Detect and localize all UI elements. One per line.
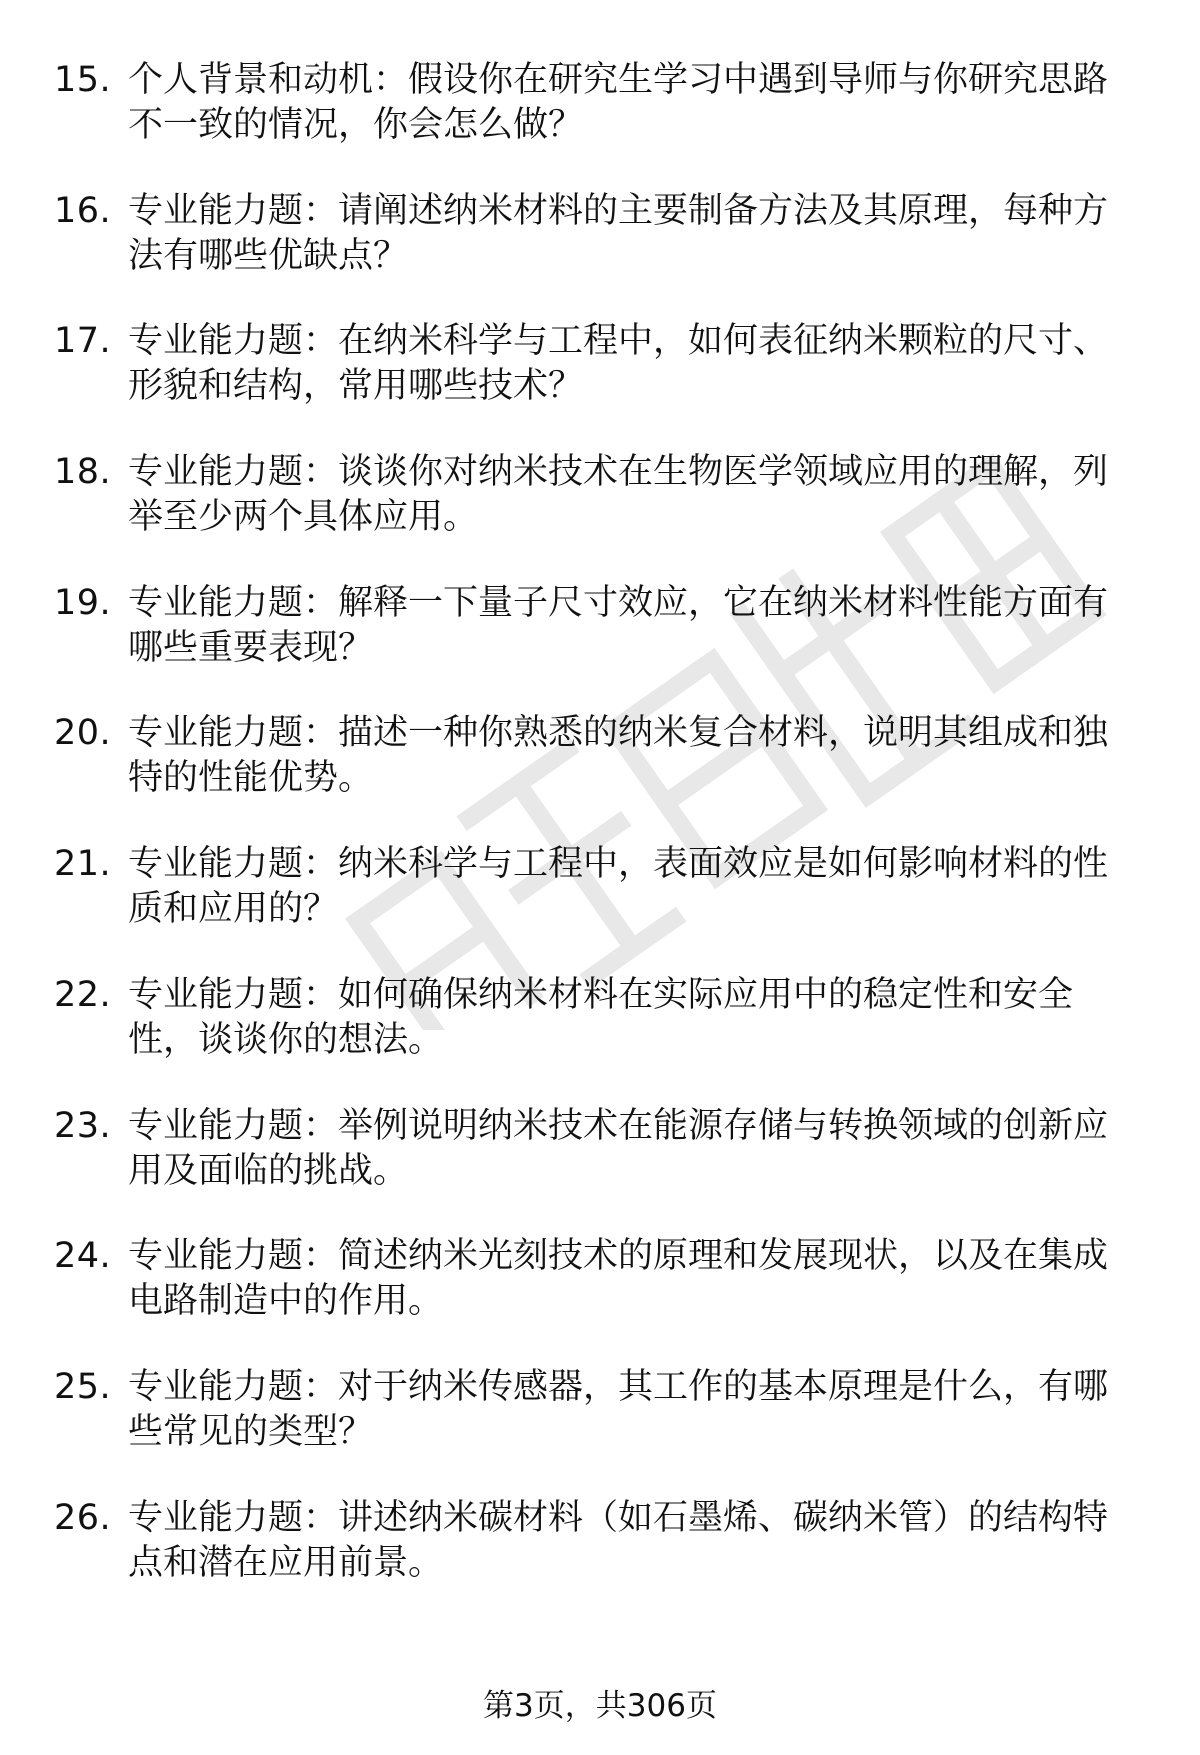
question-item-20 [54, 711, 1154, 842]
question-item-26 [54, 1496, 1154, 1627]
question-item-18 [54, 450, 1154, 581]
question-text [128, 1365, 1128, 1455]
question-item-16 [54, 189, 1154, 320]
question-text-line: 专业能力题：讲述纳米碳材料（如石墨烯、碳纳米管）的结构特 [128, 1497, 1109, 1538]
question-text-line: 点和潜在应用前景。 [128, 1542, 444, 1583]
question-item-24 [54, 1234, 1154, 1365]
question-list [54, 58, 1154, 1626]
question-text-line: 专业能力题：请阐述纳米材料的主要制备方法及其原理，每种方 [128, 190, 1109, 231]
question-text [128, 189, 1128, 279]
question-item-25 [54, 1365, 1154, 1496]
question-text-line: 专业能力题：描述一种你熟悉的纳米复合材料，说明其组成和独 [128, 713, 1109, 754]
question-item-17 [54, 319, 1154, 450]
question-text [128, 711, 1128, 801]
question-number: 15. [54, 60, 112, 100]
question-text [128, 1104, 1128, 1194]
question-text-line: 专业能力题：简述纳米光刻技术的原理和发展现状，以及在集成 [128, 1236, 1109, 1277]
question-text [128, 450, 1128, 540]
page-footer [0, 1686, 1200, 1726]
question-number: 26. [54, 1497, 112, 1538]
question-text-line: 电路制造中的作用。 [128, 1281, 444, 1322]
question-number: 19. [54, 582, 112, 623]
question-number: 18. [54, 452, 112, 493]
question-text-line: 专业能力题：谈谈你对纳米技术在生物医学领域应用的理解，列 [128, 452, 1109, 493]
question-item-22 [54, 973, 1154, 1104]
question-text-line: 法有哪些优缺点？ [128, 235, 409, 276]
question-text-line: 专业能力题：举例说明纳米技术在能源存储与转换领域的创新应 [128, 1105, 1109, 1146]
question-text [128, 973, 1128, 1063]
question-text-line: 质和应用的？ [128, 889, 339, 930]
question-text-line: 个人背景和动机：假设你在研究生学习中遇到导师与你研究思路 [128, 60, 1109, 100]
question-text [128, 319, 1128, 409]
question-text-line: 专业能力题：在纳米科学与工程中，如何表征纳米颗粒的尺寸、 [128, 321, 1109, 362]
question-text-line: 专业能力题：纳米科学与工程中，表面效应是如何影响材料的性 [128, 844, 1109, 885]
question-text-line: 性，谈谈你的想法。 [128, 1019, 444, 1060]
question-number: 16. [54, 190, 112, 231]
question-text-line: 专业能力题：解释一下量子尺寸效应，它在纳米材料性能方面有 [128, 582, 1109, 623]
question-number: 22. [54, 974, 112, 1015]
question-text [128, 58, 1128, 148]
page-number-label: 第3页，共306页 [483, 1688, 717, 1724]
question-text-line: 用及面临的挑战。 [128, 1150, 409, 1191]
question-number: 25. [54, 1366, 112, 1407]
question-text [128, 1496, 1128, 1586]
question-item-21 [54, 842, 1154, 973]
question-text [128, 842, 1128, 932]
question-number: 23. [54, 1105, 112, 1146]
question-item-23 [54, 1104, 1154, 1235]
question-text-line: 专业能力题：对于纳米传感器，其工作的基本原理是什么，有哪 [128, 1366, 1109, 1407]
question-text-line: 专业能力题：如何确保纳米材料在实际应用中的稳定性和安全 [128, 974, 1074, 1015]
question-item-19 [54, 581, 1154, 712]
question-item-15 [54, 58, 1154, 189]
question-text-line: 特的性能优势。 [128, 758, 374, 799]
question-text-line: 不一致的情况，你会怎么做？ [128, 105, 584, 145]
question-number: 21. [54, 844, 112, 885]
question-number: 24. [54, 1236, 112, 1277]
question-text [128, 1234, 1128, 1324]
question-text-line: 形貌和结构，常用哪些技术？ [128, 366, 584, 407]
question-text-line: 哪些重要表现？ [128, 627, 374, 668]
question-number: 20. [54, 713, 112, 754]
question-text-line: 些常见的类型？ [128, 1411, 374, 1452]
question-number: 17. [54, 321, 112, 362]
question-text-line: 举至少两个具体应用。 [128, 497, 479, 538]
question-text [128, 581, 1128, 671]
